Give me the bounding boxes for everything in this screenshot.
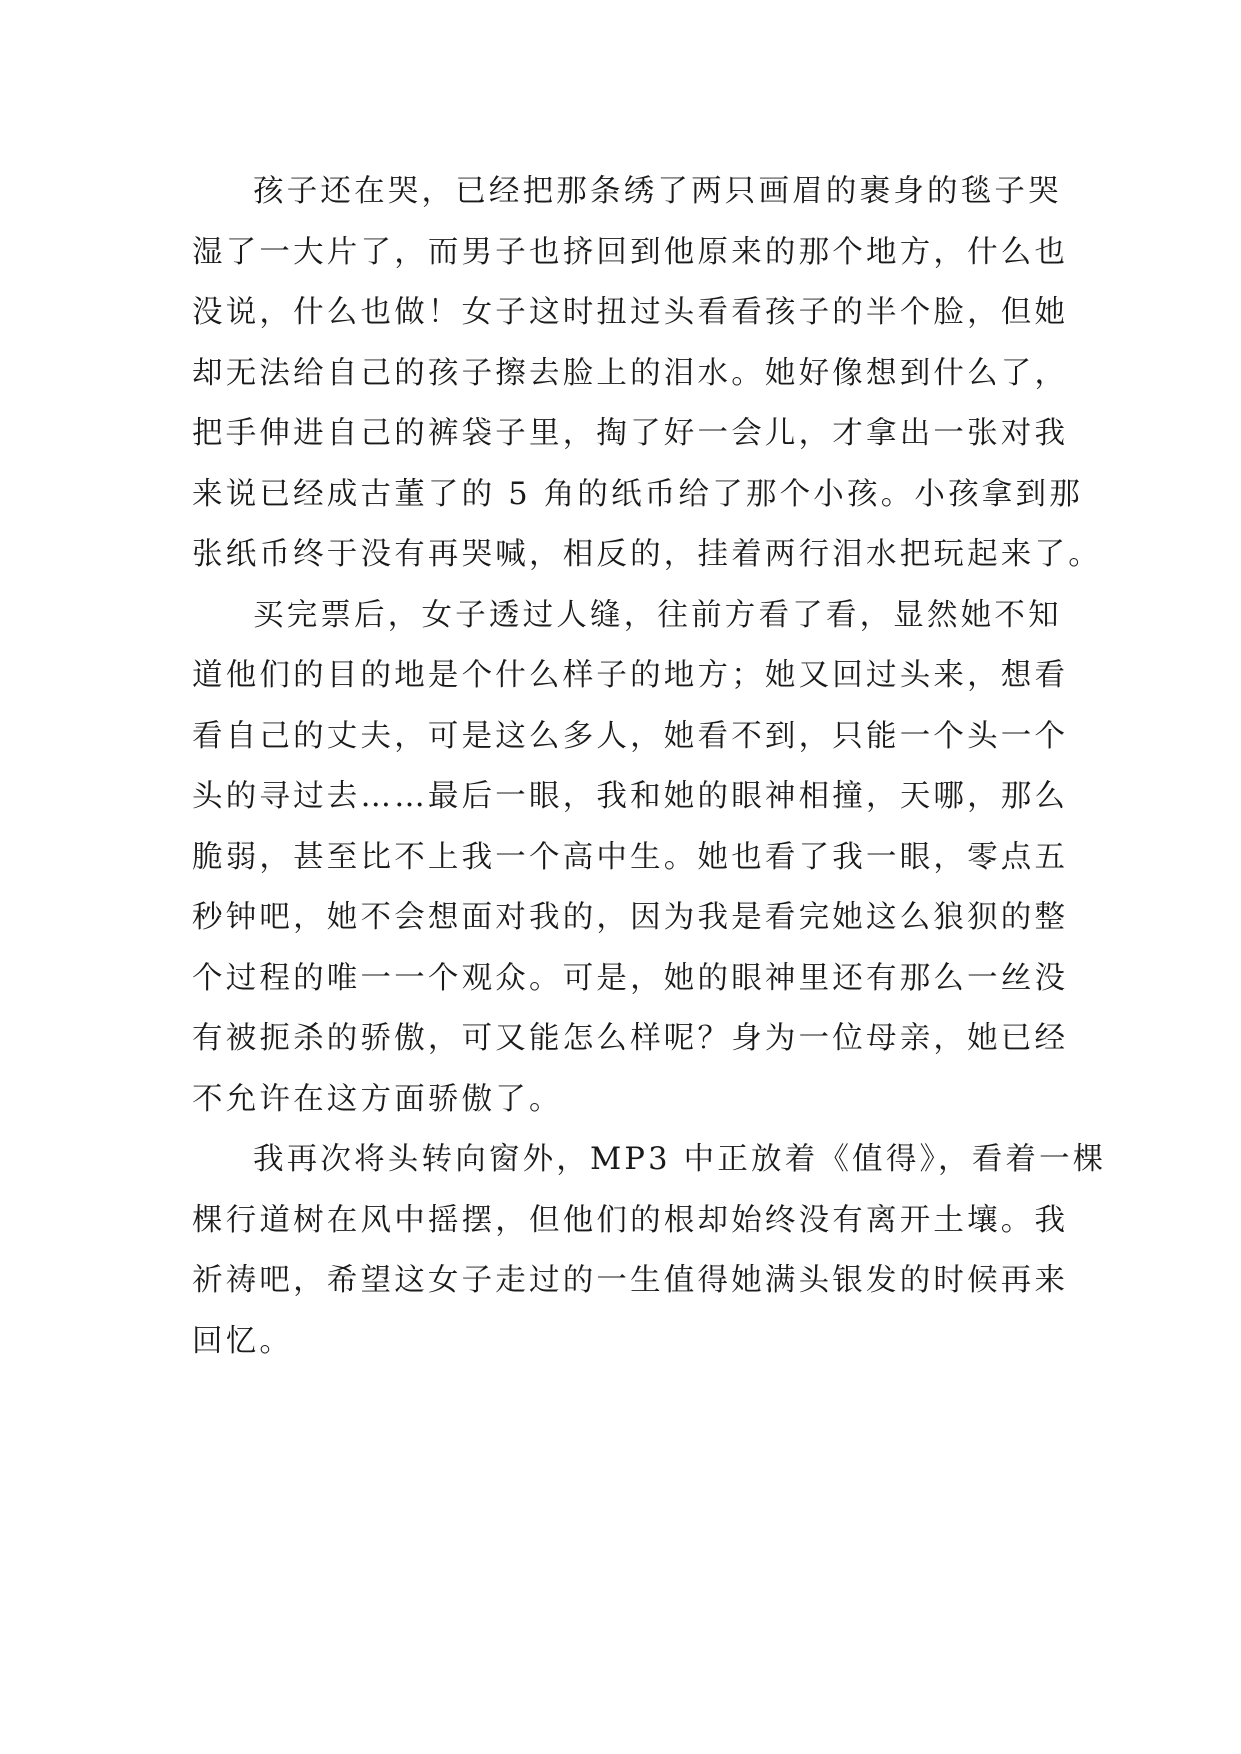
text-line: 棵行道树在风中摇摆，但他们的根却始终没有离开土壤。我 [192,1202,1069,1238]
text-line: 我再次将头转向窗外，MP3 中正放着《值得》，看着一棵 [253,1142,1107,1177]
paragraph-2 [192,586,1069,1131]
text-line: 有被扼杀的骄傲，可又能怎么样呢？身为一位母亲，她已经 [192,1021,1069,1056]
text-line: 看自己的丈夫，可是这么多人，她看不到，只能一个头一个 [192,718,1069,754]
text-line: 张纸币终于没有再哭喊，相反的，挂着两行泪水把玩起来了。 [192,537,1102,572]
paragraph-1 [192,162,1102,586]
text-line: 孩子还在哭，已经把那条绣了两只画眉的裹身的毯子哭 [253,174,1062,209]
text-line: 不允许在这方面骄傲了。 [192,1081,563,1117]
text-line: 湿了一大片了，而男子也挤回到他原来的那个地方，什么也 [192,234,1069,270]
document-body [192,162,1107,1372]
text-line: 秒钟吧，她不会想面对我的，因为我是看完她这么狼狈的整 [192,900,1069,935]
text-line: 回忆。 [192,1323,294,1359]
text-line: 没说，什么也做！女子这时扭过头看看孩子的半个脸，但她 [192,295,1069,330]
text-line: 道他们的目的地是个什么样子的地方；她又回过头来，想看 [192,658,1069,693]
text-line: 却无法给自己的孩子擦去脸上的泪水。她好像想到什么了， [192,355,1069,391]
text-line: 脆弱，甚至比不上我一个高中生。她也看了我一眼，零点五 [192,839,1069,875]
text-line: 买完票后，女子透过人缝，往前方看了看，显然她不知 [253,597,1062,633]
paragraph-3 [192,1130,1107,1372]
text-line: 个过程的唯一一个观众。可是，她的眼神里还有那么一丝没 [192,960,1069,996]
text-line: 来说已经成古董了的 5 角的纸币给了那个小孩。小孩拿到那 [192,476,1083,512]
text-line: 把手伸进自己的裤袋子里，掏了好一会儿，才拿出一张对我 [192,416,1069,451]
text-line: 祈祷吧，希望这女子走过的一生值得她满头银发的时候再来 [192,1263,1069,1298]
text-line: 头的寻过去……最后一眼，我和她的眼神相撞，天哪，那么 [192,779,1069,814]
